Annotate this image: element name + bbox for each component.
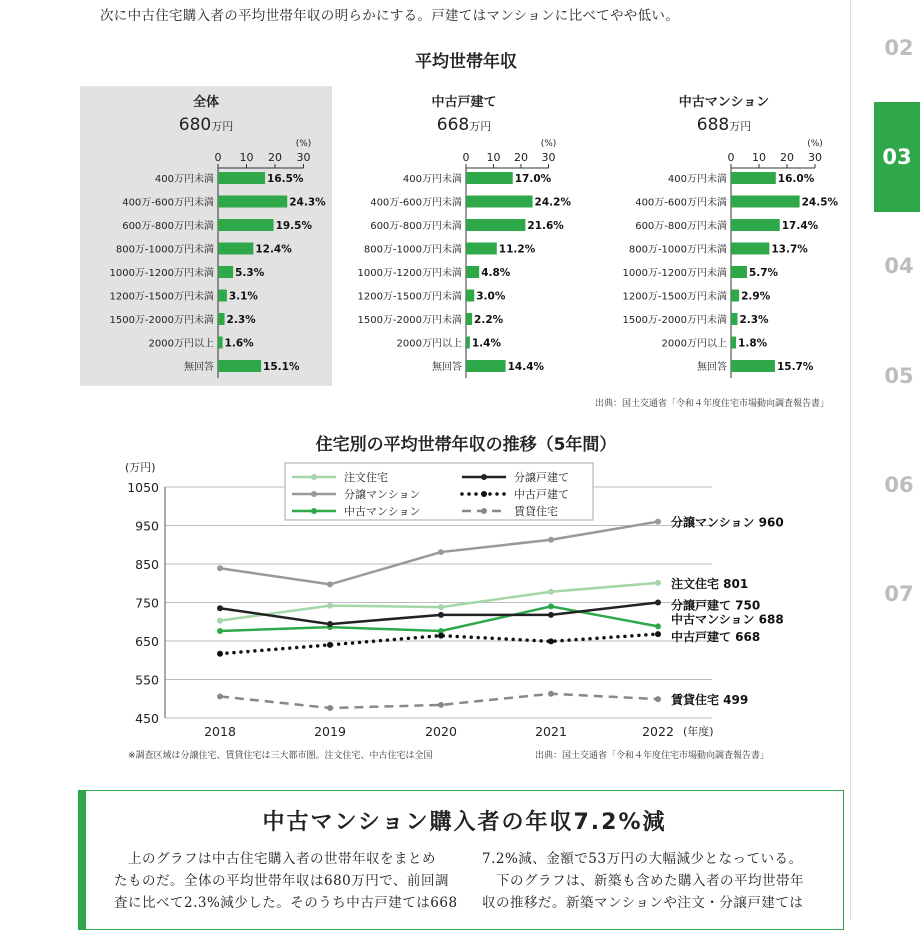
axis-tick-label: 20 [514, 151, 528, 164]
bar-category-label: 1000万-1200万円未満 [357, 268, 462, 279]
series-point [217, 618, 223, 624]
article-line: 査に比べて2.3%減少した。そのうち中古戸建ては668 [114, 895, 458, 911]
axis-tick-label: 30 [296, 151, 311, 164]
series-point [438, 702, 444, 708]
axis-unit: (%) [807, 139, 823, 149]
article-box [78, 790, 844, 930]
bar-category-label: 800万-1000万円未満 [628, 244, 727, 256]
axis-tick-label: 20 [780, 151, 794, 164]
axis-tick-label: 20 [268, 151, 282, 164]
bar-value-label: 12.4% [255, 243, 292, 256]
bar-value-label: 16.0% [777, 173, 815, 185]
legend-marker [311, 491, 317, 497]
series-point [438, 604, 444, 610]
bar-category-label: 1200万-1500万円未満 [109, 291, 214, 303]
panel-title: 中古マンション [678, 95, 770, 110]
bar-category-label: 400万-600万円未満 [122, 197, 214, 209]
series-point [438, 612, 444, 618]
bar-value-label: 2.3% [739, 314, 769, 326]
y-tick-label: 750 [135, 595, 159, 611]
bar-value-label: 2.2% [474, 314, 504, 326]
nav-chapter-05[interactable]: 05 [884, 364, 914, 388]
bar-value-label: 15.1% [263, 361, 300, 373]
y-axis-label: (万円) [125, 461, 156, 474]
line-note: ※調査区域は分譲住宅、賃貸住宅は三大都市圏。注文住宅、中古住宅は全国 [128, 751, 433, 761]
bar-value-label: 17.4% [781, 220, 819, 232]
bar-category-label: 1500万-2000万円未満 [109, 315, 214, 326]
series-end-label: 賃貸住宅 499 [671, 693, 749, 708]
panel-average: 680万円 [178, 115, 234, 135]
nav-chapter-04[interactable]: 04 [884, 254, 914, 278]
line-chart-title: 住宅別の平均世帯年収の推移（5年間） [315, 435, 617, 455]
series-point [548, 589, 554, 595]
nav-chapter-06[interactable]: 06 [884, 473, 914, 497]
bar-category-label: 600万-800万円未満 [122, 221, 214, 232]
y-tick-label: 850 [135, 557, 159, 572]
article-line: 上のグラフは中古住宅購入者の世帯年収をまとめ [114, 851, 436, 867]
axis-tick-label: 0 [727, 151, 735, 164]
panel-average: 688万円 [696, 115, 752, 135]
bar-value-label: 13.7% [771, 243, 808, 256]
x-tick-label: 2019 [314, 724, 346, 739]
bar-category-label: 400万円未満 [154, 174, 214, 185]
bar-value-label: 21.6% [527, 220, 564, 232]
series-point [548, 638, 554, 644]
article-line: 下のグラフは、新築も含めた購入者の平均世帯年 [482, 873, 804, 889]
bar-category-label: 2000万円以上 [661, 338, 727, 350]
series-point [327, 642, 333, 648]
bar-category-label: 600万-800万円未満 [370, 221, 462, 232]
legend-label: 分譲戸建て [514, 471, 569, 484]
legend-marker [311, 474, 317, 480]
bar-category-label: 1200万-1500万円未満 [357, 291, 462, 303]
axis-tick-label: 10 [752, 151, 766, 164]
x-axis-label: (年度) [683, 725, 714, 738]
bar-category-label: 2000万円以上 [148, 338, 214, 350]
nav-chapter-02[interactable]: 02 [884, 36, 914, 60]
bar-value-label: 1.6% [224, 337, 254, 350]
intro-text: 次に中古住宅購入者の平均世帯年収の明らかにする。戸建てはマンションに比べてやや低い。 [100, 8, 679, 24]
y-tick-label: 1050 [127, 480, 159, 495]
article-line: 7.2%減、金額で53万円の大幅減少となっている。 [482, 851, 803, 867]
x-tick-label: 2022 [642, 724, 674, 739]
bar-value-label: 19.5% [275, 220, 313, 232]
bar-category-label: 2000万円以上 [396, 338, 462, 350]
article-line: たものだ。全体の平均世帯年収は680万円で、前回調 [114, 873, 449, 889]
bar-category-label: 1200万-1500万円未満 [622, 291, 727, 303]
series-point [548, 691, 554, 697]
bar-value-label: 2.3% [226, 314, 256, 326]
axis-unit: (%) [540, 139, 557, 149]
series-point [548, 603, 554, 609]
series-end-label: 中古戸建て 668 [671, 630, 761, 645]
bar-value-label: 24.5% [801, 196, 839, 209]
y-tick-label: 650 [135, 634, 159, 649]
nav-chapter-07[interactable]: 07 [884, 582, 914, 606]
series-point [217, 565, 223, 571]
article-title: 中古マンション購入者の年収7.2%減 [262, 810, 667, 835]
bar-value-label: 11.2% [498, 243, 536, 256]
legend-marker [481, 474, 487, 480]
bar-category-label: 1000万-1200万円未満 [622, 268, 727, 279]
bar-category-label: 1500万-2000万円未満 [622, 315, 727, 326]
series-point [327, 705, 333, 711]
bar-value-label: 24.3% [289, 196, 326, 209]
x-tick-label: 2021 [535, 724, 567, 739]
series-point [655, 600, 661, 606]
bar-value-label: 17.0% [514, 173, 552, 185]
bar-value-label: 4.8% [481, 267, 511, 279]
series-point [655, 519, 661, 525]
panel-title: 中古戸建て [431, 95, 497, 110]
bar-category-label: 400万円未満 [402, 174, 462, 185]
bar-value-label: 24.2% [534, 196, 571, 209]
series-point [438, 549, 444, 555]
series-point [655, 623, 661, 629]
series-point [217, 605, 223, 611]
bar-category-label: 400万円未満 [667, 174, 727, 185]
panel-title: 全体 [192, 95, 219, 110]
series-point [217, 651, 223, 657]
axis-tick-label: 10 [486, 151, 501, 164]
series-point [548, 537, 554, 543]
axis-tick-label: 10 [239, 151, 254, 164]
series-point [327, 621, 333, 627]
legend-label: 分譲マンション [344, 488, 421, 501]
series-point [327, 603, 333, 609]
article-col-1 [114, 848, 474, 914]
bar-value-label: 16.5% [267, 173, 304, 185]
bar-section-title: 平均世帯年収 [415, 52, 517, 72]
bar-value-label: 3.0% [476, 290, 506, 303]
panel-average: 668万円 [436, 115, 492, 135]
x-tick-label: 2020 [425, 724, 457, 739]
x-tick-label: 2018 [204, 724, 236, 739]
article-col-2 [482, 848, 842, 914]
bar-category-label: 400万-600万円未満 [635, 197, 727, 209]
bar-value-label: 5.3% [235, 267, 265, 279]
y-tick-label: 550 [135, 672, 159, 688]
bar-category-label: 無回答 [184, 362, 214, 373]
bar-value-label: 14.4% [507, 361, 545, 373]
bar-value-label: 2.9% [741, 290, 771, 303]
series-point [217, 628, 223, 634]
legend-label: 中古戸建て [514, 488, 569, 501]
legend-marker [481, 508, 487, 514]
series-point [655, 696, 661, 702]
legend-marker [311, 508, 317, 514]
axis-tick-label: 30 [541, 151, 556, 164]
series-point [217, 693, 223, 699]
series-point [655, 631, 661, 637]
bar-category-label: 1500万-2000万円未満 [357, 315, 462, 326]
series-end-label: 注文住宅 801 [671, 576, 749, 591]
bar-category-label: 1000万-1200万円未満 [109, 268, 214, 279]
bar-value-label: 5.7% [748, 267, 779, 279]
series-end-label: 分譲マンション 960 [671, 515, 784, 530]
axis-unit: (%) [295, 139, 312, 149]
bar-value-label: 15.7% [776, 361, 814, 373]
bar-category-label: 600万-800万円未満 [635, 221, 727, 232]
series-point [438, 633, 444, 639]
series-end-label: 中古マンション 688 [671, 612, 784, 627]
series-end-label: 分譲戸建て 750 [671, 598, 761, 613]
y-tick-label: 450 [135, 711, 159, 726]
bar-category-label: 400万-600万円未満 [370, 197, 462, 209]
bar-value-label: 1.4% [471, 337, 501, 350]
bar-category-label: 無回答 [697, 362, 727, 373]
nav-chapter-03[interactable]: 03 [874, 102, 920, 212]
y-tick-label: 950 [135, 518, 159, 534]
article-line: 収の推移だ。新築マンションや注文・分譲戸建ては [482, 895, 804, 911]
bar-category-label: 800万-1000万円未満 [363, 244, 462, 256]
series-point [327, 581, 333, 587]
legend-marker [481, 491, 487, 497]
legend-label: 賃貸住宅 [514, 505, 558, 518]
series-point [548, 612, 554, 618]
bar-value-label: 3.1% [228, 290, 258, 303]
legend-label: 注文住宅 [344, 471, 388, 484]
axis-tick-label: 30 [808, 151, 822, 164]
legend-label: 中古マンション [344, 505, 421, 518]
bar-category-label: 800万-1000万円未満 [115, 244, 214, 256]
nav-divider [850, 0, 851, 920]
axis-tick-label: 0 [214, 151, 222, 164]
axis-tick-label: 0 [462, 151, 470, 164]
bar-category-label: 無回答 [432, 362, 462, 373]
line-source: 出典：国土交通省「令和４年度住宅市場動向調査報告書」 [535, 751, 770, 761]
series-point [655, 580, 661, 586]
bar-source: 出典：国土交通省「令和４年度住宅市場動向調査報告書」 [595, 399, 830, 409]
bar-value-label: 1.8% [738, 337, 768, 350]
